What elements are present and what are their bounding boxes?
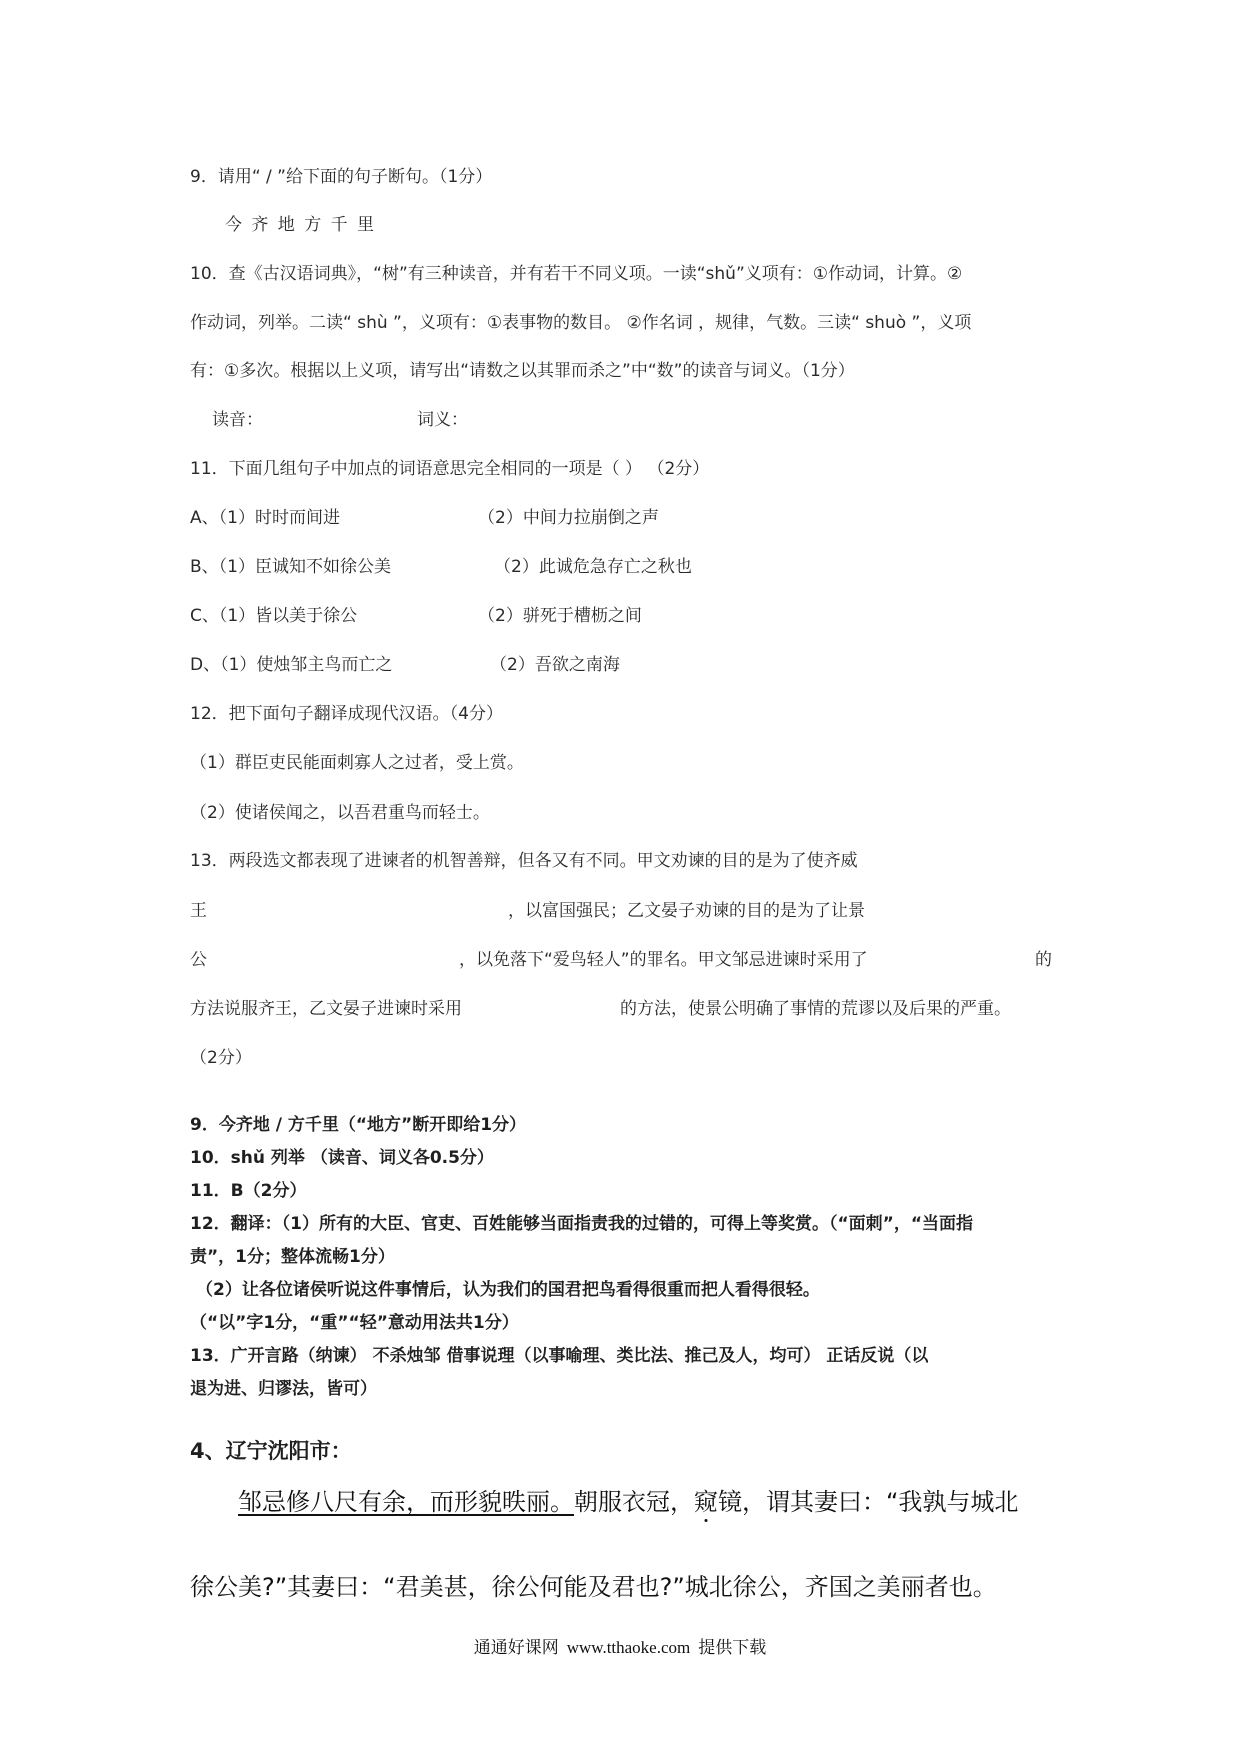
dotted-character: 窥 bbox=[694, 1488, 718, 1516]
q13-line-4a: 方法说服齐王，乙文晏子进谏时采用 bbox=[190, 999, 462, 1019]
answer-10: 10．shǔ 列举 （读音、词义各0.5分） bbox=[190, 1148, 494, 1168]
q11-option-a-2: （2）中间力拉崩倒之声 bbox=[478, 508, 659, 528]
answer-9: 9．今齐地 / 方千里（“地方”断开即给1分） bbox=[190, 1115, 527, 1135]
section-4-line-2: 徐公美?”其妻曰：“君美甚，徐公何能及君也?”城北徐公，齐国之美丽者也。 bbox=[190, 1573, 997, 1601]
section-4-heading: 4、辽宁沈阳市： bbox=[190, 1439, 352, 1463]
underlined-passage: 邹忌修八尺有余，而形貌昳丽。 bbox=[238, 1488, 574, 1516]
q11-option-b-1: B、（1）臣诚知不如徐公美 bbox=[190, 557, 391, 577]
answer-12-line-3: （2）让各位诸侯听说这件事情后，认为我们的国君把鸟看得很重而把人看得很轻。 bbox=[196, 1280, 820, 1300]
answer-11: 11．B（2分） bbox=[190, 1181, 307, 1201]
q10-line-2: 作动词，列举。二读“ shù ”，义项有：①表事物的数目。 ②作名词 ，规律，气数。三读“ shuò ”，义项 bbox=[190, 313, 972, 333]
answer-12-line-1: 12．翻译：（1）所有的大臣、官吏、百姓能够当面指责我的过错的，可得上等奖赏。（“面刺”，“当面指 bbox=[190, 1214, 974, 1234]
q10-line-3: 有：①多次。根据以上义项，请写出“请数之以其罪而杀之”中“数”的读音与词义。（1分） bbox=[190, 361, 855, 381]
answer-12-line-2: 责”，1分；整体流畅1分） bbox=[190, 1247, 395, 1267]
q11-option-c-2: （2）骈死于槽枥之间 bbox=[478, 606, 642, 626]
footer-site-name: 通通好课网 bbox=[473, 1638, 559, 1658]
passage-part-1a: 朝服衣冠， bbox=[574, 1488, 694, 1516]
footer-url: www.tthaoke.com bbox=[566, 1638, 691, 1657]
q10-reading-label: 读音： bbox=[212, 410, 263, 430]
q9-sentence: 今 齐 地 方 千 里 bbox=[225, 215, 377, 235]
q12-sentence-2: （2）使诸侯闻之，以吾君重鸟而轻士。 bbox=[190, 803, 490, 823]
q13-line-3a: 公 bbox=[190, 950, 207, 970]
q12-sentence-1: （1）群臣吏民能面刺寡人之过者，受上赏。 bbox=[190, 753, 524, 773]
footer-suffix: 提供下载 bbox=[698, 1638, 767, 1658]
q10-line-1: 10．查《古汉语词典》，“树”有三种读音，并有若干不同义项。一读“shǔ”义项有：①作动词，计算。② bbox=[190, 264, 963, 284]
q11-option-b-2: （2）此诚危急存亡之秋也 bbox=[494, 557, 692, 577]
q13-line-2a: 王 bbox=[190, 901, 207, 921]
q10-meaning-label: 词义： bbox=[417, 410, 468, 430]
q13-line-4b: 的方法，使景公明确了事情的荒谬以及后果的严重。 bbox=[620, 999, 1011, 1019]
q13-line-5: （2分） bbox=[190, 1048, 252, 1068]
q13-line-3b: ，以免落下“爱鸟轻人”的罪名。甲文邹忌进谏时采用了 bbox=[459, 950, 868, 970]
q11-prompt: 11．下面几组句子中加点的词语意思完全相同的一项是（ ） （2分） bbox=[190, 459, 710, 479]
q13-line-3c: 的 bbox=[1035, 950, 1052, 970]
answer-13-line-2: 退为进、归谬法，皆可） bbox=[190, 1379, 377, 1399]
passage-part-1b: 镜，谓其妻曰：“我孰与城北 bbox=[718, 1488, 1019, 1516]
q11-option-a-1: A、（1）时时而间进 bbox=[190, 508, 340, 528]
q11-option-d-1: D、（1）使烛邹主鸟而亡之 bbox=[190, 655, 393, 675]
q12-prompt: 12．把下面句子翻译成现代汉语。（4分） bbox=[190, 704, 503, 724]
q11-option-d-2: （2）吾欲之南海 bbox=[490, 655, 620, 675]
footer bbox=[0, 1636, 1240, 1660]
answer-12-line-4: （“以”字1分，“重”“轻”意动用法共1分） bbox=[190, 1313, 519, 1333]
q11-option-c-1: C、（1）皆以美于徐公 bbox=[190, 606, 358, 626]
answer-13-line-1: 13．广开言路（纳谏） 不杀烛邹 借事说理（以事喻理、类比法、推己及人，均可） 正话反说（以 bbox=[190, 1346, 929, 1366]
q13-line-1: 13．两段选文都表现了进谏者的机智善辩，但各又有不同。甲文劝谏的目的是为了使齐威 bbox=[190, 851, 858, 871]
q13-line-2b: ，以富国强民；乙文晏子劝谏的目的是为了让景 bbox=[508, 901, 865, 921]
q9-prompt: 9．请用“ / ”给下面的句子断句。（1分） bbox=[190, 167, 493, 187]
section-4-line-1 bbox=[238, 1485, 1018, 1519]
